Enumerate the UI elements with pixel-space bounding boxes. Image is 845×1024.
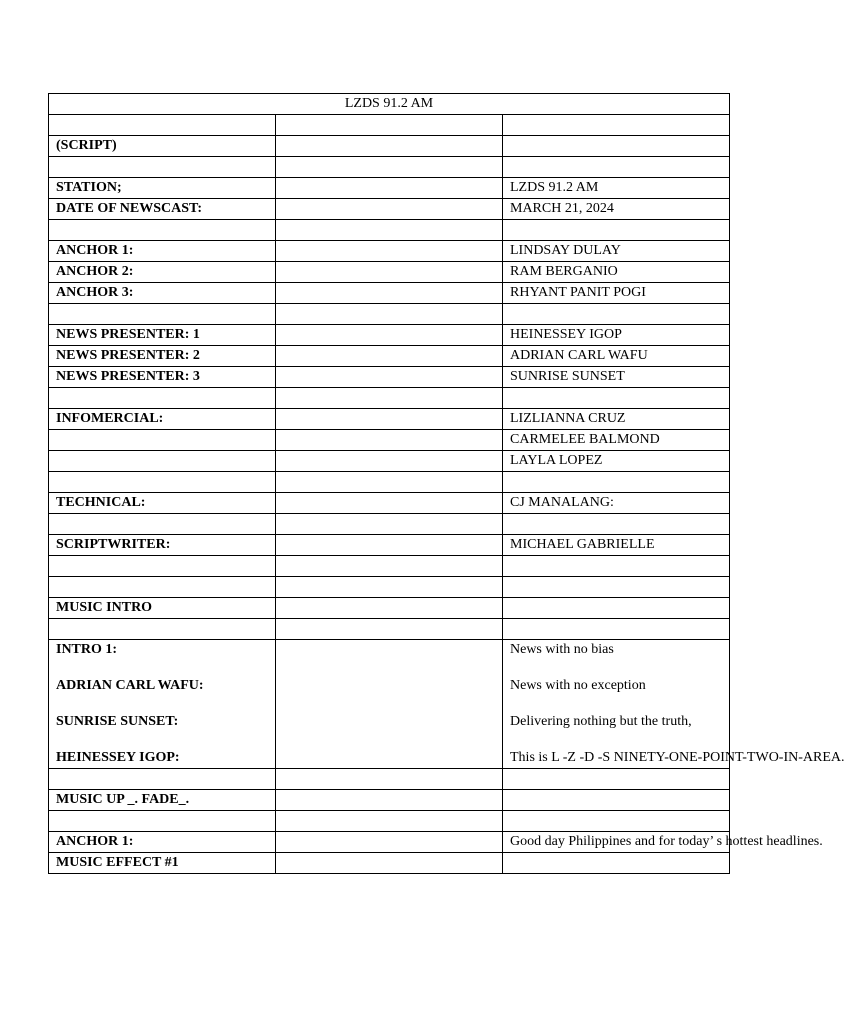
table-row	[49, 325, 730, 346]
row-label: MUSIC UP _. FADE_.	[49, 790, 276, 811]
row-value	[503, 220, 730, 241]
intro-line: News with no bias	[510, 642, 614, 657]
script-table-body	[49, 94, 845, 874]
row-value	[503, 769, 730, 790]
intro-line: Delivering nothing but the truth,	[510, 714, 692, 729]
table-row	[49, 790, 730, 811]
row-spacer-cell	[276, 535, 503, 556]
table-row	[49, 262, 730, 283]
table-row	[49, 811, 730, 832]
row-value	[503, 514, 730, 535]
row-value: MICHAEL GABRIELLE	[503, 535, 730, 556]
row-value	[503, 556, 730, 577]
row-label	[49, 811, 276, 832]
row-value	[503, 115, 730, 136]
table-row	[49, 136, 730, 157]
intro-speakers	[49, 640, 276, 769]
row-label	[49, 451, 276, 472]
intro-speaker-label: ADRIAN CARL WAFU:	[56, 678, 204, 693]
table-row	[49, 283, 730, 304]
row-label: MUSIC EFFECT #1	[49, 853, 276, 874]
row-spacer-cell	[276, 304, 503, 325]
row-spacer-cell	[276, 577, 503, 598]
row-spacer-cell	[276, 598, 503, 619]
intro-line: News with no exception	[510, 678, 646, 693]
row-label	[49, 472, 276, 493]
intro-line: This is L -Z -D -S NINETY-ONE-POINT-TWO-IN-AREA.	[510, 750, 845, 765]
row-label: STATION;	[49, 178, 276, 199]
row-value: CARMELEE BALMOND	[503, 430, 730, 451]
row-label: (SCRIPT)	[49, 136, 276, 157]
row-value: LZDS 91.2 AM	[503, 178, 730, 199]
row-value	[503, 790, 730, 811]
table-row	[49, 619, 730, 640]
row-value	[503, 388, 730, 409]
row-value	[503, 811, 730, 832]
row-label: MUSIC INTRO	[49, 598, 276, 619]
table-row	[49, 577, 730, 598]
row-label	[49, 388, 276, 409]
row-label	[49, 220, 276, 241]
row-spacer-cell	[276, 115, 503, 136]
row-label: NEWS PRESENTER: 1	[49, 325, 276, 346]
row-spacer-cell	[276, 262, 503, 283]
row-spacer-cell	[276, 811, 503, 832]
row-spacer-cell	[276, 136, 503, 157]
row-spacer-cell	[276, 619, 503, 640]
row-value: LAYLA LOPEZ	[503, 451, 730, 472]
row-label: ANCHOR 1:	[49, 241, 276, 262]
row-spacer-cell	[276, 430, 503, 451]
table-row	[49, 409, 730, 430]
row-value: HEINESSEY IGOP	[503, 325, 730, 346]
row-label	[49, 157, 276, 178]
table-row	[49, 157, 730, 178]
row-label: NEWS PRESENTER: 3	[49, 367, 276, 388]
intro-speaker-label: HEINESSEY IGOP:	[56, 750, 180, 765]
script-table	[48, 93, 845, 874]
table-row	[49, 115, 730, 136]
row-value	[503, 619, 730, 640]
row-value: RHYANT PANIT POGI	[503, 283, 730, 304]
table-row	[49, 346, 730, 367]
table-row	[49, 304, 730, 325]
row-spacer-cell	[276, 283, 503, 304]
row-value	[503, 136, 730, 157]
table-row	[49, 199, 730, 220]
station-title: LZDS 91.2 AM	[49, 94, 730, 115]
intro-spacer-cell	[276, 640, 503, 769]
row-spacer-cell	[276, 178, 503, 199]
row-value: RAM BERGANIO	[503, 262, 730, 283]
intro-speaker-label: SUNRISE SUNSET:	[56, 714, 179, 729]
row-value: CJ MANALANG:	[503, 493, 730, 514]
row-value: Good day Philippines and for today’ s hottest headlines.	[503, 832, 730, 853]
row-spacer-cell	[276, 367, 503, 388]
row-label: ANCHOR 3:	[49, 283, 276, 304]
row-value: LIZLIANNA CRUZ	[503, 409, 730, 430]
table-row	[49, 388, 730, 409]
row-value	[503, 853, 730, 874]
row-label: ANCHOR 1:	[49, 832, 276, 853]
row-label: DATE OF NEWSCAST:	[49, 199, 276, 220]
row-spacer-cell	[276, 346, 503, 367]
row-label: NEWS PRESENTER: 2	[49, 346, 276, 367]
table-row	[49, 451, 730, 472]
row-spacer-cell	[276, 556, 503, 577]
row-value: MARCH 21, 2024	[503, 199, 730, 220]
row-label	[49, 577, 276, 598]
table-row	[49, 430, 730, 451]
row-spacer-cell	[276, 769, 503, 790]
table-row	[49, 472, 730, 493]
row-spacer-cell	[276, 472, 503, 493]
row-value	[503, 157, 730, 178]
intro-block-row	[49, 640, 730, 769]
row-spacer-cell	[276, 388, 503, 409]
row-label: INFOMERCIAL:	[49, 409, 276, 430]
row-label	[49, 619, 276, 640]
table-row	[49, 769, 730, 790]
table-row	[49, 493, 730, 514]
row-label	[49, 430, 276, 451]
row-value: ADRIAN CARL WAFU	[503, 346, 730, 367]
row-spacer-cell	[276, 832, 503, 853]
row-spacer-cell	[276, 325, 503, 346]
row-spacer-cell	[276, 241, 503, 262]
row-value: SUNRISE SUNSET	[503, 367, 730, 388]
row-label: TECHNICAL:	[49, 493, 276, 514]
row-spacer-cell	[276, 493, 503, 514]
title-row	[49, 94, 730, 115]
row-value	[503, 472, 730, 493]
table-row	[49, 220, 730, 241]
row-value	[503, 304, 730, 325]
row-spacer-cell	[276, 451, 503, 472]
table-row	[49, 367, 730, 388]
row-value	[503, 577, 730, 598]
row-label	[49, 514, 276, 535]
row-spacer-cell	[276, 199, 503, 220]
row-label	[49, 304, 276, 325]
intro-lines	[503, 640, 845, 769]
table-row	[49, 535, 730, 556]
intro-speaker-label: INTRO 1:	[56, 642, 118, 657]
row-spacer-cell	[276, 514, 503, 535]
row-spacer-cell	[276, 853, 503, 874]
row-value	[503, 598, 730, 619]
row-label	[49, 556, 276, 577]
table-row	[49, 178, 730, 199]
table-row	[49, 241, 730, 262]
row-spacer-cell	[276, 790, 503, 811]
row-value: LINDSAY DULAY	[503, 241, 730, 262]
row-spacer-cell	[276, 220, 503, 241]
row-spacer-cell	[276, 157, 503, 178]
row-label	[49, 115, 276, 136]
row-label	[49, 769, 276, 790]
row-label: SCRIPTWRITER:	[49, 535, 276, 556]
table-row	[49, 832, 730, 853]
table-row	[49, 556, 730, 577]
table-row	[49, 598, 730, 619]
table-row	[49, 514, 730, 535]
row-spacer-cell	[276, 409, 503, 430]
table-row	[49, 853, 730, 874]
row-label: ANCHOR 2:	[49, 262, 276, 283]
